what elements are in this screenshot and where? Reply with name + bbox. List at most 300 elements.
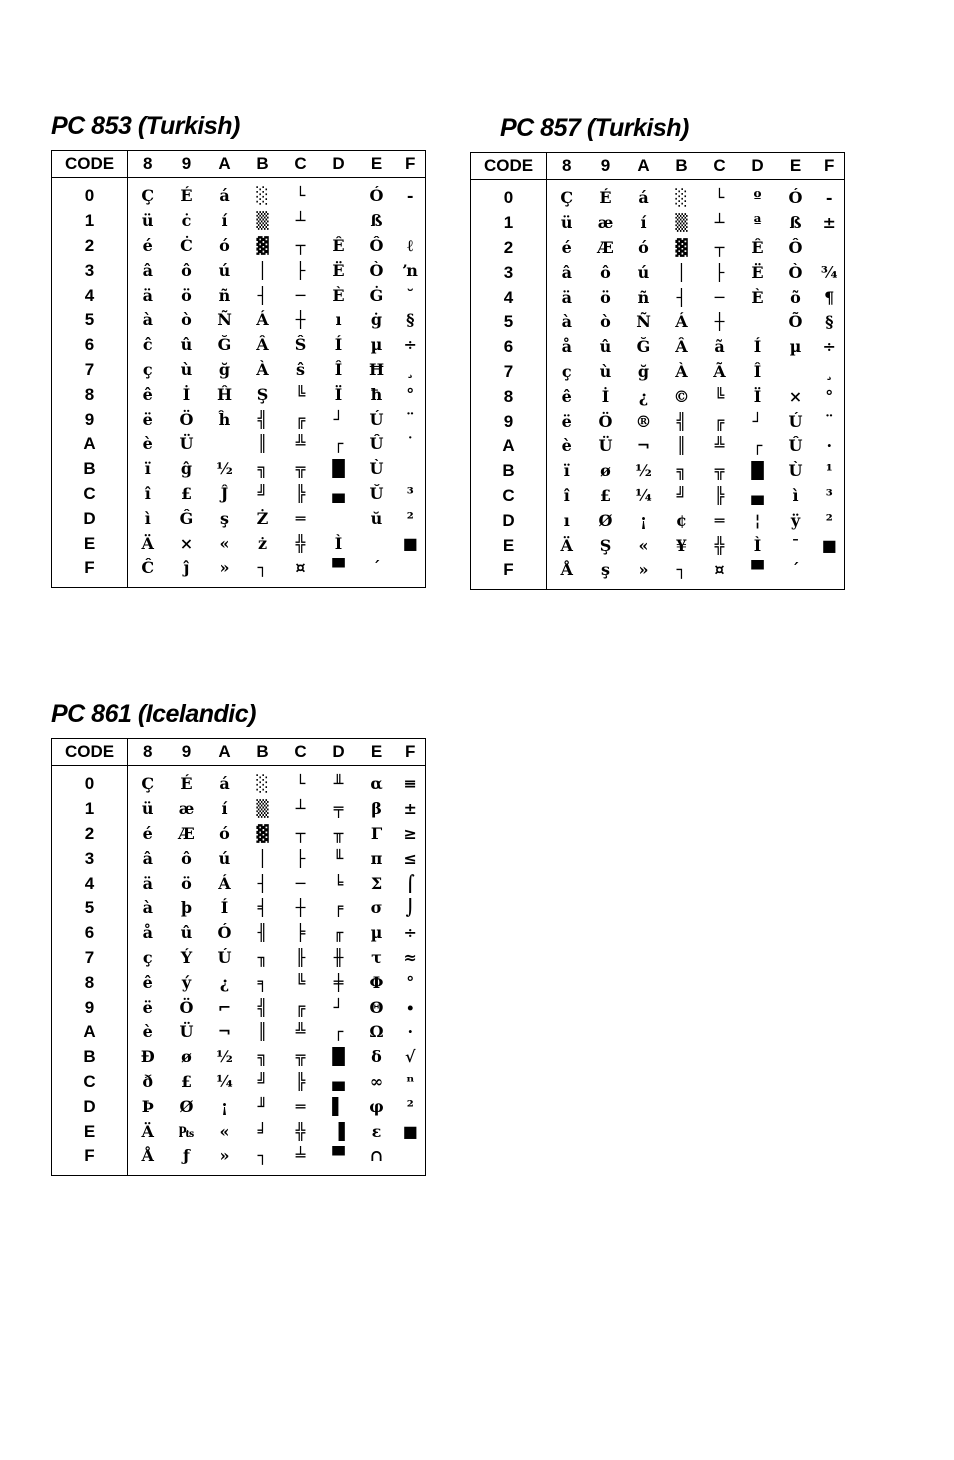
char-cell: Ó [217, 923, 232, 943]
char-cell: ² [825, 510, 833, 530]
column-header: D [739, 153, 777, 180]
char-cell: █ [751, 461, 764, 481]
char-cell: ╛ [257, 1121, 268, 1141]
char-cell: ĉ [142, 335, 153, 355]
char-cell: Γ [370, 823, 383, 843]
char-cell: ¯ [791, 535, 800, 555]
table-row [471, 409, 845, 434]
char-cell: ╝ [676, 485, 687, 505]
char-cell: ╦ [714, 461, 725, 481]
code-table [51, 150, 426, 588]
row-code: 6 [471, 335, 547, 360]
char-cell: β [371, 799, 382, 819]
row-code: B [471, 459, 547, 484]
char-cell: ä [142, 285, 153, 305]
char-cell: ® [635, 411, 652, 431]
char-cell: ┐ [257, 1146, 268, 1166]
char-cell: φ [369, 1096, 384, 1116]
table-row [52, 184, 426, 209]
code-header: CODE [52, 151, 128, 178]
char-cell: ± [403, 799, 417, 819]
char-cell: £ [599, 485, 612, 505]
char-cell: Í [220, 898, 229, 918]
char-cell: ù [180, 359, 193, 379]
char-cell: ╬ [295, 533, 306, 553]
table-title: PC 857 (Turkish) [500, 114, 689, 142]
char-cell: ½ [216, 459, 233, 479]
char-cell [396, 457, 426, 482]
char-cell: â [142, 260, 153, 280]
char-cell: Á [675, 312, 688, 332]
char-cell [358, 531, 396, 556]
row-code: 2 [52, 234, 128, 259]
char-cell: Õ [788, 312, 803, 332]
spacer-row [52, 581, 426, 588]
char-cell: è [561, 436, 572, 456]
char-cell: Ä [560, 535, 573, 555]
char-cell: Ä [141, 1121, 154, 1141]
char-cell: ⌡ [405, 898, 415, 918]
char-cell: Ë [751, 262, 764, 282]
char-cell: ÿ [790, 510, 801, 530]
char-cell: ─ [295, 873, 306, 893]
table-row [52, 772, 426, 797]
char-cell: ┐ [676, 560, 687, 580]
char-cell: ø [600, 461, 611, 481]
column-header: 9 [587, 153, 625, 180]
header-row [52, 151, 426, 178]
char-cell: Ċ [180, 235, 193, 255]
char-cell: └ [295, 186, 306, 206]
row-code: 3 [52, 258, 128, 283]
char-cell: â [142, 848, 153, 868]
char-cell: Ŭ [369, 483, 384, 503]
char-cell: ╩ [295, 434, 306, 454]
char-cell: ğ [218, 359, 231, 379]
row-code: 4 [471, 285, 547, 310]
table-row [52, 308, 426, 333]
char-cell: ß [789, 213, 802, 233]
char-cell: ┴ [714, 213, 725, 233]
column-header: C [282, 739, 320, 766]
column-header: A [206, 151, 244, 178]
char-cell: ƒ [183, 1146, 190, 1166]
char-cell: ╤ [333, 799, 344, 819]
char-cell: ì [792, 485, 799, 505]
header-row [52, 739, 426, 766]
table-title: PC 853 (Turkish) [51, 112, 240, 140]
char-cell: ░ [675, 188, 688, 208]
char-cell: ô [600, 262, 611, 282]
char-cell: ¡ [220, 1096, 229, 1116]
char-cell: è [142, 1022, 153, 1042]
char-cell: ô [181, 260, 192, 280]
char-cell: ë [142, 409, 153, 429]
row-code: A [52, 1020, 128, 1045]
char-cell: ▌ [332, 1096, 345, 1116]
char-cell: ╨ [333, 774, 344, 794]
char-cell [739, 310, 777, 335]
char-cell: ╗ [676, 461, 687, 481]
char-cell: Í [334, 335, 343, 355]
column-header: E [777, 153, 815, 180]
char-cell: ½ [635, 461, 652, 481]
char-cell: í [221, 799, 228, 819]
char-cell: Ö [179, 409, 194, 429]
table-row [52, 1119, 426, 1144]
table-row [471, 434, 845, 459]
table-block-pc857 [470, 110, 845, 590]
table-row [52, 556, 426, 581]
char-cell: ╔ [295, 997, 306, 1017]
char-cell: ĥ [218, 409, 231, 429]
char-cell: ╪ [333, 972, 344, 992]
char-cell: ß [370, 211, 383, 231]
row-code: 0 [52, 772, 128, 797]
char-cell: ¼ [635, 485, 652, 505]
char-cell: ¬ [217, 1022, 232, 1042]
row-code: 5 [52, 308, 128, 333]
table-row [52, 797, 426, 822]
char-cell: ï [144, 459, 151, 479]
table-row [52, 432, 426, 457]
char-cell: ▄ [751, 485, 764, 505]
char-cell: û [599, 337, 612, 357]
char-cell: ı [563, 510, 570, 530]
char-cell: τ [371, 947, 382, 967]
table-row [52, 871, 426, 896]
char-cell: ╟ [295, 947, 306, 967]
char-cell: α [370, 774, 383, 794]
char-cell: Ú [369, 409, 384, 429]
char-cell: Ş [599, 535, 612, 555]
char-cell: █ [332, 459, 345, 479]
table-row [52, 283, 426, 308]
char-cell: ├ [714, 262, 725, 282]
char-cell: ∩ [369, 1146, 384, 1166]
char-cell: Ŝ [294, 335, 307, 355]
char-cell: ┼ [714, 312, 725, 332]
char-cell: ≈ [403, 947, 417, 967]
row-code: 1 [52, 209, 128, 234]
char-cell: ╕ [257, 972, 268, 992]
char-cell: Â [256, 335, 269, 355]
char-cell: § [825, 312, 834, 332]
char-cell: ╡ [257, 898, 268, 918]
char-cell: Ĉ [141, 558, 155, 578]
char-cell: î [563, 485, 570, 505]
char-cell: ¢ [675, 510, 688, 530]
char-cell: ⌐ [217, 997, 232, 1017]
table-row [471, 384, 845, 409]
char-cell: « [638, 535, 649, 555]
char-cell: Ü [179, 434, 194, 454]
char-cell: É [180, 774, 193, 794]
char-cell: ò [181, 310, 192, 330]
char-cell: Ù [788, 461, 803, 481]
char-cell: ² [406, 1096, 414, 1116]
char-cell: ¼ [216, 1071, 233, 1091]
char-cell: Í [753, 337, 762, 357]
table-block-pc861 [51, 696, 426, 1176]
column-header: C [282, 151, 320, 178]
char-cell: á [638, 188, 649, 208]
char-cell: Ä [141, 533, 154, 553]
row-code: F [471, 558, 547, 583]
column-header: E [358, 739, 396, 766]
char-cell: ğ [637, 361, 650, 381]
char-cell: Ç [560, 188, 574, 208]
char-cell: ⌠ [405, 873, 415, 893]
char-cell: ñ [637, 287, 650, 307]
char-cell: Ü [179, 1022, 194, 1042]
table-row [471, 211, 845, 236]
char-cell: ê [142, 384, 153, 404]
column-header: 8 [128, 739, 168, 766]
table-row [52, 457, 426, 482]
char-cell: ╠ [295, 1071, 306, 1091]
char-cell: Ò [788, 262, 803, 282]
table-title: PC 861 (Icelandic) [51, 700, 256, 728]
char-cell: ¥ [675, 535, 688, 555]
char-cell: ° [406, 972, 415, 992]
char-cell: µ [370, 923, 383, 943]
char-cell: ╩ [295, 1022, 306, 1042]
char-cell: ¨ [825, 411, 834, 431]
char-cell: Ì [753, 535, 762, 555]
char-cell: ¬ [636, 436, 651, 456]
char-cell: ö [181, 285, 192, 305]
char-cell: ŉ [402, 260, 419, 280]
char-cell: ┤ [676, 287, 687, 307]
char-cell: ╚ [714, 386, 725, 406]
char-cell: ç [142, 359, 153, 379]
char-cell: Σ [370, 873, 383, 893]
table-row [471, 484, 845, 509]
char-cell: ² [406, 508, 414, 528]
row-code: B [52, 1045, 128, 1070]
char-cell: ┼ [295, 898, 306, 918]
column-header: 8 [547, 153, 587, 180]
char-cell: À [675, 361, 688, 381]
char-cell: ║ [676, 436, 687, 456]
row-code: C [52, 1070, 128, 1095]
char-cell: ¡ [639, 510, 648, 530]
table-row [471, 558, 845, 583]
char-cell: ≤ [403, 848, 417, 868]
char-cell: ▄ [332, 1071, 345, 1091]
char-cell: ħ [370, 384, 383, 404]
char-cell: Ç [141, 774, 155, 794]
table-block-pc853 [51, 108, 426, 588]
char-cell [815, 558, 845, 583]
char-cell: ù [599, 361, 612, 381]
char-cell: ┴ [295, 799, 306, 819]
char-cell: ┘ [752, 411, 763, 431]
char-cell: À [256, 359, 269, 379]
char-cell: └ [295, 774, 306, 794]
char-cell: Ħ [368, 359, 385, 379]
char-cell: ş [600, 560, 610, 580]
char-cell: ¤ [714, 560, 725, 580]
char-cell: ┤ [257, 285, 268, 305]
char-cell: Ú [217, 947, 232, 967]
char-cell: Ù [369, 459, 384, 479]
char-cell: » [219, 1146, 230, 1166]
char-cell: ¦ [754, 510, 761, 530]
table-row [471, 459, 845, 484]
char-cell: ĝ [180, 459, 193, 479]
char-cell: ░ [256, 186, 269, 206]
char-cell: ░ [256, 774, 269, 794]
table-row [52, 995, 426, 1020]
row-code: C [471, 484, 547, 509]
char-cell: Ì [334, 533, 343, 553]
char-cell: ö [181, 873, 192, 893]
char-cell: Ê [751, 237, 764, 257]
char-cell: ø [181, 1047, 192, 1067]
char-cell: Ñ [636, 312, 651, 332]
char-cell: ■ [402, 1121, 418, 1141]
char-cell: í [221, 211, 228, 231]
table-row [52, 946, 426, 971]
char-cell: ¾ [820, 262, 838, 282]
char-cell: · [826, 436, 833, 456]
char-cell: ¸ [825, 361, 834, 381]
char-cell: Ú [788, 411, 803, 431]
char-cell: ü [141, 211, 154, 231]
code-page-table [51, 738, 426, 1176]
char-cell: ñ [218, 285, 231, 305]
table-row [52, 407, 426, 432]
column-header: B [663, 153, 701, 180]
char-cell: Ç [141, 186, 155, 206]
char-cell: ═ [295, 1096, 306, 1116]
char-cell: Ô [369, 235, 384, 255]
column-header: F [815, 153, 845, 180]
char-cell: │ [257, 260, 268, 280]
char-cell: ┬ [295, 823, 306, 843]
char-cell: ╗ [257, 1047, 268, 1067]
char-cell: ▓ [256, 235, 269, 255]
char-cell: Ã [713, 361, 726, 381]
table-row [471, 360, 845, 385]
row-code: 1 [52, 797, 128, 822]
char-cell: ş [219, 508, 229, 528]
code-table [51, 738, 426, 1176]
char-cell: · [407, 1022, 414, 1042]
char-cell: ˙ [406, 434, 415, 454]
table-row [52, 970, 426, 995]
char-cell: ╗ [257, 459, 268, 479]
char-cell: Æ [178, 823, 195, 843]
char-cell: ´ [791, 560, 800, 580]
char-cell [396, 556, 426, 581]
code-page-table [470, 152, 845, 590]
char-cell: ª [753, 213, 762, 233]
char-cell: û [180, 923, 193, 943]
char-cell: ╢ [257, 923, 268, 943]
char-cell: ´ [372, 558, 381, 578]
char-cell: ý [181, 972, 192, 992]
row-code: E [52, 1119, 128, 1144]
char-cell: ▐ [332, 1121, 345, 1141]
column-header: 8 [128, 151, 168, 178]
char-cell: █ [332, 1047, 345, 1067]
char-cell [815, 236, 845, 261]
char-cell: İ [182, 384, 191, 404]
char-cell: Ż [256, 508, 269, 528]
char-cell: È [332, 285, 345, 305]
char-cell: Â [675, 337, 688, 357]
char-cell: ú [218, 260, 231, 280]
char-cell: Φ [369, 972, 384, 992]
char-cell: ▒ [256, 211, 269, 231]
table-row [52, 1144, 426, 1169]
char-cell: - [406, 186, 414, 206]
char-cell: ¹ [825, 461, 833, 481]
char-cell: σ [370, 898, 383, 918]
char-cell: ┴ [295, 211, 306, 231]
char-cell: ÷ [403, 335, 417, 355]
char-cell: ⁿ [406, 1071, 415, 1091]
char-cell: ╘ [333, 873, 344, 893]
row-code: 5 [52, 896, 128, 921]
char-cell: ŭ [370, 508, 383, 528]
table-row [52, 209, 426, 234]
char-cell: ð [142, 1071, 154, 1091]
char-cell: Å [560, 560, 573, 580]
row-code: 8 [52, 970, 128, 995]
char-cell: ¿ [638, 386, 649, 406]
char-cell: ┌ [752, 436, 763, 456]
row-code: 4 [52, 871, 128, 896]
table-row [471, 236, 845, 261]
char-cell: µ [789, 337, 802, 357]
char-cell: ë [561, 411, 572, 431]
char-cell [206, 432, 244, 457]
char-cell: Ë [332, 260, 345, 280]
char-cell: ç [561, 361, 572, 381]
char-cell: É [180, 186, 193, 206]
table-row [52, 896, 426, 921]
table-row [471, 335, 845, 360]
char-cell: ┌ [333, 1022, 344, 1042]
char-cell [396, 209, 426, 234]
row-code: E [471, 533, 547, 558]
column-header: C [701, 153, 739, 180]
char-cell: ▒ [256, 799, 269, 819]
char-cell: Ó [788, 188, 803, 208]
char-cell: Î [753, 361, 762, 381]
table-row [52, 846, 426, 871]
char-cell: ▓ [256, 823, 269, 843]
char-cell: ˘ [406, 285, 415, 305]
char-cell: ≥ [403, 823, 417, 843]
char-cell: ▀ [332, 1146, 345, 1166]
row-code: 9 [52, 995, 128, 1020]
char-cell: ┼ [295, 310, 306, 330]
char-cell: § [406, 310, 415, 330]
char-cell: ż [257, 533, 268, 553]
row-code: 3 [52, 846, 128, 871]
char-cell: ▀ [751, 560, 764, 580]
char-cell: ÷ [403, 923, 417, 943]
table-row [52, 531, 426, 556]
char-cell: ° [406, 384, 415, 404]
spacer-row [471, 583, 845, 590]
char-cell: Ĥ [216, 384, 233, 404]
